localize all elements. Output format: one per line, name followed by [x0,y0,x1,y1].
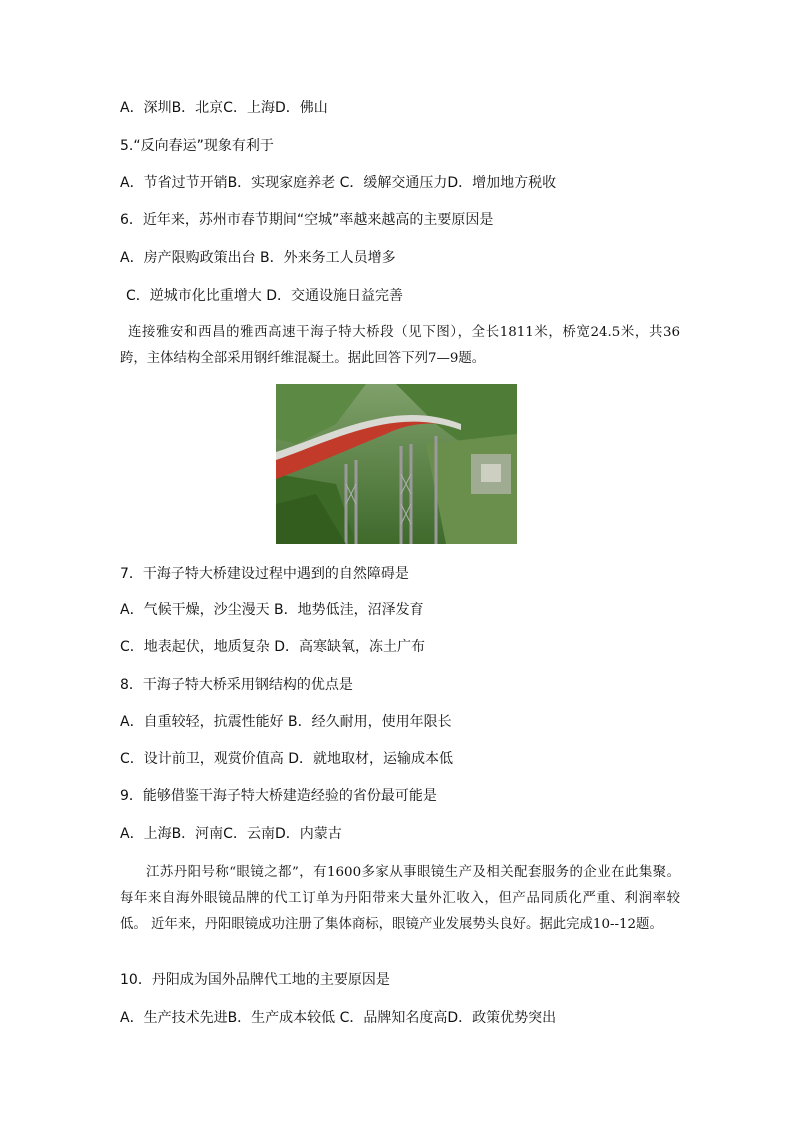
q5-options: A．节省过节开销B．实现家庭养老 C．缓解交通压力D．增加地方税收 [120,175,557,191]
q6-stem: 6．近年来，苏州市春节期间“空城”率越来越高的主要原因是 [120,212,494,228]
danyang-passage [120,860,680,938]
q5-stem: 5.“反向春运”现象有利于 [120,138,274,154]
q9-stem: 9．能够借鉴干海子特大桥建造经验的省份最可能是 [120,788,437,804]
q8-stem: 8．干海子特大桥采用钢结构的优点是 [120,677,353,693]
q6-options-b: C．逆城市化比重增大 D．交通设施日益完善 [126,288,404,304]
bridge-image [276,384,517,544]
bridge-photo [276,384,517,544]
q10-options: A．生产技术先进B．生产成本较低 C．品牌知名度高D．政策优势突出 [120,1010,557,1026]
danyang-passage-text: 江苏丹阳号称“眼镜之都”，有1600多家从事眼镜生产及相关配套服务的企业在此集聚。 每年来自海外眼镜品牌的代工订单为丹阳带来大量外汇收入，但产品同质化严重、利润率较低。 近年来，丹阳眼镜成功注册了集体商标，眼镜产业发展势头良好。据此完成10--12题。 [120,865,680,932]
bridge-passage [120,320,680,372]
q6-options-a: A．房产限购政策出台 B．外来务工人员增多 [120,250,396,266]
q7-stem: 7．干海子特大桥建设过程中遇到的自然障碍是 [120,566,409,582]
q4-options: A．深圳B．北京C．上海D．佛山 [120,100,328,116]
q8-options-a: A．自重较轻，抗震性能好 B．经久耐用，使用年限长 [120,714,452,730]
q10-stem: 10．丹阳成为国外品牌代工地的主要原因是 [120,972,390,988]
bridge-passage-text: 连接雅安和西昌的雅西高速干海子特大桥段（见下图），全长1811米，桥宽24.5米，共36 跨，主体结构全部采用钢纤维混凝土。据此回答下列7—9题。 [120,325,680,366]
q7-options-b: C．地表起伏，地质复杂 D．高寒缺氧，冻土广布 [120,639,426,655]
q9-options: A．上海B．河南C．云南D．内蒙古 [120,826,342,842]
q7-options-a: A．气候干燥，沙尘漫天 B．地势低洼，沼泽发育 [120,602,424,618]
q8-options-b: C．设计前卫，观赏价值高 D．就地取材，运输成本低 [120,751,454,767]
